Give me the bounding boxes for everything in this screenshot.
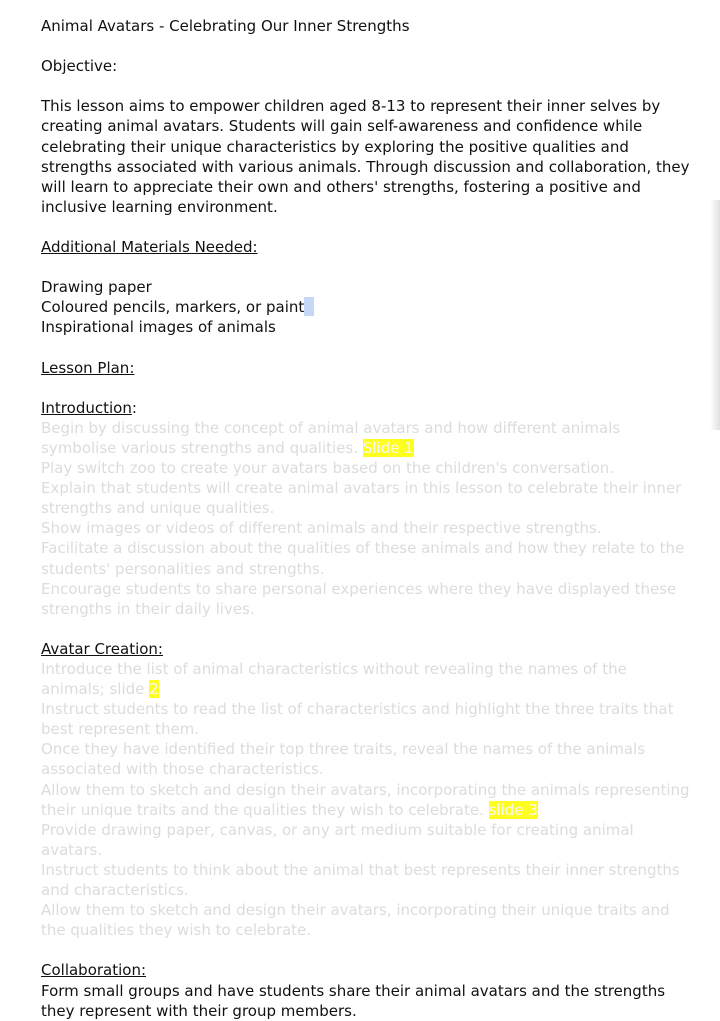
highlighted-slide-ref: 2 [149,680,159,699]
text-selection-cursor [304,297,314,316]
collaboration-heading: Collaboration: [41,961,147,980]
introduction-item: Encourage students to share personal experiences where they have displayed these strengths in their daily lives. [41,579,677,618]
materials-item [41,297,691,317]
avatar-item [41,780,691,820]
collaboration-paragraph: Form small groups and have students share their animal avatars and the strengths they represent with their group members. [41,981,666,1020]
avatar-item: Instruct students to read the list of characteristics and highlight the three traits that best represent them. [41,700,674,739]
document-title: Animal Avatars - Celebrating Our Inner Strengths [41,17,410,35]
introduction-item: Facilitate a discussion about the qualities of these animals and how they relate to the students' personalities and strengths. [41,539,685,578]
avatar-item-text: Allow them to sketch and design their avatars, incorporating the animals representing their unique traits and the qualities they wish to celebrate. [41,780,690,819]
avatar-item: Once they have identified their top three traits, reveal the names of the animals associated with those characteristics. [41,740,646,779]
introduction-item: Play switch zoo to create your avatars based on the children's conversation. [41,459,614,478]
avatar-item-text: Introduce the list of animal characteristics without revealing the names of the animals; slide [41,660,627,699]
avatar-item [41,659,691,699]
lesson-plan-heading: Lesson Plan: [41,358,135,377]
materials-item: Drawing paper [41,278,152,297]
materials-item: Inspirational images of animals [41,318,276,337]
avatar-creation-heading: Avatar Creation: [41,639,163,658]
page-edge-shadow [710,200,720,430]
document-body[interactable] [41,16,691,1021]
highlighted-slide-ref: Slide 1 [362,438,414,457]
avatar-item: Allow them to sketch and design their avatars, incorporating their unique traits and the qualities they wish to celebrate. [41,901,670,940]
highlighted-slide-ref: slide 3 [488,800,538,819]
introduction-item [41,418,691,458]
introduction-heading [41,398,691,418]
introduction-item-text: Begin by discussing the concept of animal avatars and how different animals symbolise various strengths and qualities. [41,418,621,457]
materials-item-text: Coloured pencils, markers, or paint [41,298,305,317]
materials-heading: Additional Materials Needed: [41,238,258,257]
introduction-heading-text: Introduction [41,398,132,417]
introduction-colon: : [131,398,137,417]
avatar-item: Provide drawing paper, canvas, or any art medium suitable for creating animal avatars. [41,820,634,859]
objective-paragraph: This lesson aims to empower children aged 8-13 to represent their inner selves by creating animal avatars. Students will gain self-awareness and confidence while celebrating their unique characteristics by exploring the positive qualities and strengths associated with various animals. Through discussion and collaboration, they will learn to appreciate their own and others' strengths, fostering a positive and inclusive learning environment. [41,97,690,216]
avatar-item: Instruct students to think about the animal that best represents their inner strengths and characteristics. [41,860,680,900]
objective-heading: Objective: [41,57,118,76]
introduction-item: Show images or videos of different animals and their respective strengths. [41,519,602,538]
introduction-item: Explain that students will create animal avatars in this lesson to celebrate their inner strengths and unique qualities. [41,479,682,518]
